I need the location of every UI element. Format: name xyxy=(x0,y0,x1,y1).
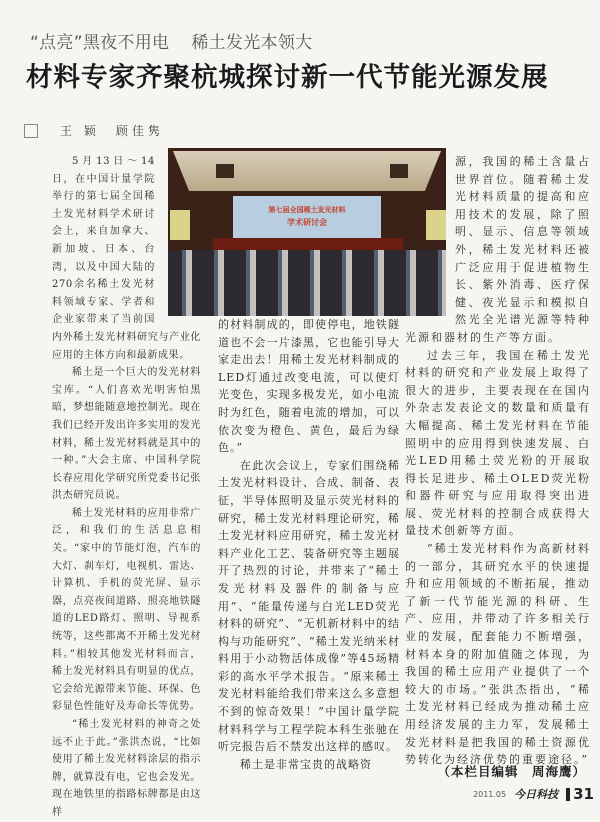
column-3 xyxy=(405,153,591,769)
magazine-logo: 今日科技 xyxy=(514,788,559,801)
conference-banner xyxy=(233,196,381,238)
paragraph: 源，我国的稀土含量占世界首位。随着稀土发光材料质量的提高和应用技术的发展，除了照明、显示、信息等领域外，稀土发光材料还被广泛应用于促进植物生长、紫外消毒、医疗保健、夜光显示和模拟自然光全光谱光源等特种光源和器材的生产等方面。 xyxy=(405,155,591,344)
author-name: 王 颖 xyxy=(60,124,100,138)
author-box-icon xyxy=(24,124,38,138)
kicker-part-1: “点亮”黑夜不用电 xyxy=(30,33,170,53)
issue-date: 2011.05 xyxy=(473,789,507,799)
paragraph: 过去三年，我国在稀土发光材料的研究和产业发展上取得了很大的进步，主要表现在在国内外杂志发表论文的数量和质量有大幅提高、稀土发光材料在节能照明中的应用得到快速发展、白光LED用稀土荧光粉的开展取得长足进步、稀土OLED荧光粉和器件研究与应用取得突出进展、荧光材料的控制合成获得大量技术创新等方面。 xyxy=(405,348,591,538)
paragraph: 5月13日～14日，在中国计量学院举行的第七届全国稀土发光材料学术研讨会上，来自加拿大、新加坡、日本、台湾，以及中国大陆的270余名稀土发光材料领域专家、学者和企业家带来了当前国内外稀土发光材料研究与产业化应用的主体方向和最新成果。 xyxy=(52,156,201,361)
editor-credit: （本栏目编辑 周海鹰） xyxy=(437,764,586,779)
paragraph: “稀土发光材料的神奇之处远不止于此。”张洪杰说，“比如使用了稀土发光材料涂层的指示牌，就算没有电，它也会发光。现在地铁里的指路标牌都是由这样 xyxy=(52,719,201,818)
page-footer xyxy=(473,785,594,803)
paragraph: 的材料制成的，即使停电，地铁隧道也不会一片漆黑，它也能引导大家走出去！用稀土发光材料制成的LED灯通过改变电流，可以使灯光变色，实现多极发光，如小电流时为红色，随着电流的增加，可以依次变为橙色、黄色，最后为绿色。” xyxy=(218,318,400,455)
banner-line-1: 第七届全国稀土发光材料 xyxy=(268,206,346,214)
page-number: 31 xyxy=(573,785,594,803)
article-title: 材料专家齐聚杭城探讨新一代节能光源发展 xyxy=(26,62,549,93)
column-1 xyxy=(52,153,201,822)
paragraph: “稀土发光材料作为高新材料的一部分，其研究水平的快速提升和应用领域的不断拓展，推动了新一代节能光源的科研、生产、应用，并带动了许多相关行业的发展，配套能力不断增强，材料本身的附加值随之体现，为我国的稀土应用产业提供了一个较大的市场。”张洪杰指出，“稀土发光材料已经成为推动稀土应用经济发展的主力军，发展稀土发光材料是把我国的稀土资源优势转化为经济优势的重要途径。” xyxy=(405,542,591,767)
paragraph: 稀土是一个巨大的发光材料宝库。“人们喜欢光明害怕黑暗，梦想能随意地控制光。现在我们已经开发出许多实用的发光材料，稀土发光材料就是其中的一种。”大会主席、中国科学院长春应用化学研究所党委书记张洪杰研究员说。 xyxy=(52,367,201,502)
author-name: 顾佳隽 xyxy=(115,124,164,138)
paragraph: 在此次会议上，专家们围绕稀土发光材料设计、合成、制备、表征，半导体照明及显示荧光材料的研究，稀土发光材料理论研究，稀土发光材料应用研究，稀土发光材料产业化工艺、装备研究等主题展开了热烈的讨论，并带来了“稀土发光材料及器件的制备与应用”、“能量传递与白光LED荧光材料的研究”、“无机新材料中的结构与功能研究”、“稀土发光纳米材料用于小动物活体成像”等45场精彩的高水平学术报告。“原来稀土发光材料能给我们带来这么多意想不到的惊奇效果！”中国计量学院材料科学与工程学院本科生张驰在听完报告后不禁发出这样的感叹。 xyxy=(218,458,400,754)
author-line xyxy=(24,122,180,139)
kicker-part-2: 稀土发光本领大 xyxy=(191,33,313,53)
paragraph: 稀土发光材料的应用非常广泛，和我们的生活息息相关。“家中的节能灯泡，汽车的大灯、刹车灯，电视机、雷达、计算机、手机的荧光屏、显示器，点亮夜间道路、照亮地铁隧道的LED路灯、照明、导视系统等，这些都离不开稀土发光材料。”相较其他发光材料而言，稀土发光材料具有明显的优点，它会给光源带来节能、环保、色彩显色性能好及寿命长等优势。 xyxy=(52,507,201,713)
ceiling-vent xyxy=(216,164,234,178)
page-marker-icon xyxy=(566,788,570,801)
presidium-table xyxy=(213,238,403,250)
column-2 xyxy=(218,316,400,773)
banner-line-2: 学术研讨会 xyxy=(287,218,327,227)
article-kicker xyxy=(30,28,312,53)
paragraph: 稀土是非常宝贵的战略资 xyxy=(240,757,372,771)
